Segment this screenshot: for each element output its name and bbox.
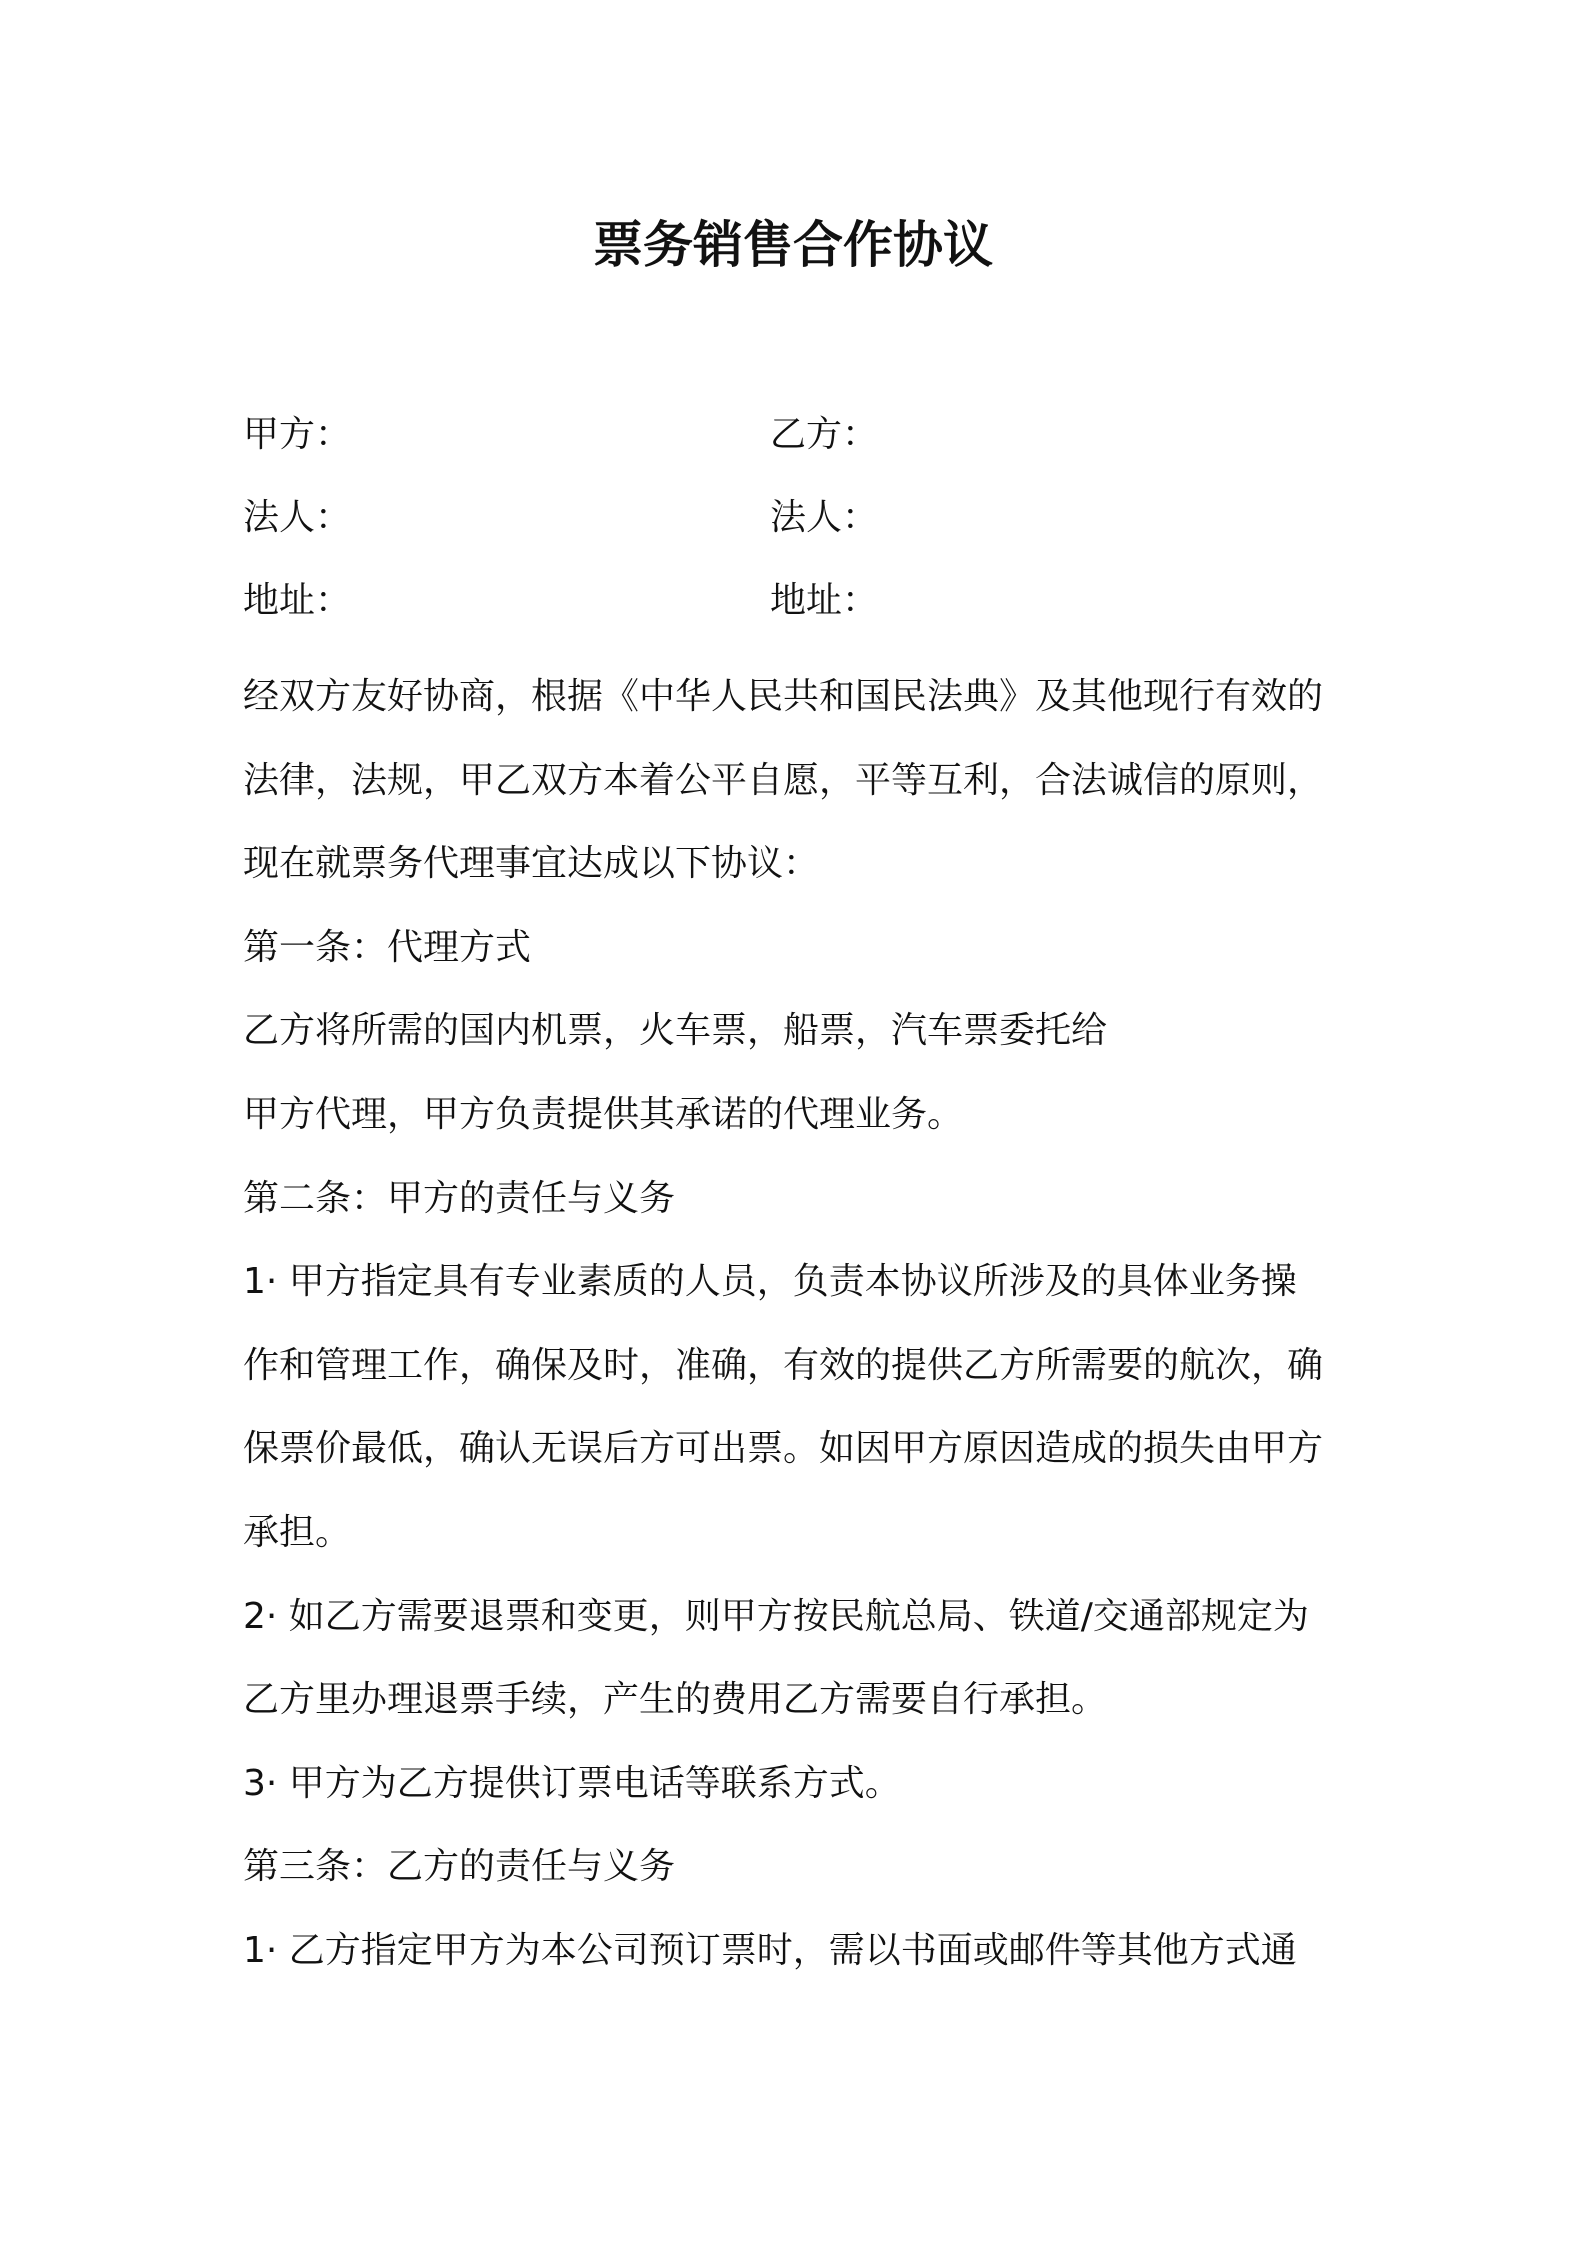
party-b-address-label: 地址： <box>770 580 879 621</box>
article-2-clause-1-line-4: 承担。 <box>243 1511 352 1553</box>
party-b-label: 乙方： <box>770 414 879 455</box>
party-a-legal-person-label: 法人： <box>243 497 352 538</box>
party-a-label: 甲方： <box>243 414 352 455</box>
article-2-clause-2-line-2: 乙方里办理退票手续，产生的费用乙方需要自行承担。 <box>243 1679 1108 1721</box>
article-2-clause-3: 3· 甲方为乙方提供订票电话等联系方式。 <box>243 1762 901 1804</box>
article-2-heading: 第二条：甲方的责任与义务 <box>243 1177 676 1219</box>
article-1-heading: 第一条：代理方式 <box>243 926 532 968</box>
preamble-line-2: 法律，法规，甲乙双方本着公平自愿，平等互利，合法诚信的原则， <box>243 759 1324 801</box>
article-1-line-1: 乙方将所需的国内机票，火车票，船票，汽车票委托给 <box>243 1010 1108 1052</box>
preamble-line-3: 现在就票务代理事宜达成以下协议： <box>243 843 820 885</box>
article-2-clause-1-line-3: 保票价最低，确认无误后方可出票。如因甲方原因造成的损失由甲方 <box>243 1428 1324 1470</box>
article-2-clause-2-line-1: 2· 如乙方需要退票和变更，则甲方按民航总局、铁道/交通部规定为 <box>243 1595 1309 1637</box>
article-1-line-2: 甲方代理，甲方负责提供其承诺的代理业务。 <box>243 1093 964 1135</box>
article-2-clause-1-line-2: 作和管理工作，确保及时，准确，有效的提供乙方所需要的航次，确 <box>243 1344 1324 1386</box>
agreement-body <box>243 655 1353 1993</box>
document-title: 票务销售合作协议 <box>593 216 993 274</box>
preamble-line-1: 经双方友好协商，根据《中华人民共和国民法典》及其他现行有效的 <box>243 676 1324 717</box>
article-3-heading: 第三条：乙方的责任与义务 <box>243 1846 676 1888</box>
party-b-legal-person-label: 法人： <box>770 497 879 538</box>
article-3-clause-1-line-1: 1· 乙方指定甲方为本公司预订票时，需以书面或邮件等其他方式通 <box>243 1929 1297 1971</box>
party-a-address-label: 地址： <box>243 580 352 621</box>
article-2-clause-1-line-1: 1· 甲方指定具有专业素质的人员，负责本协议所涉及的具体业务操 <box>243 1261 1297 1303</box>
